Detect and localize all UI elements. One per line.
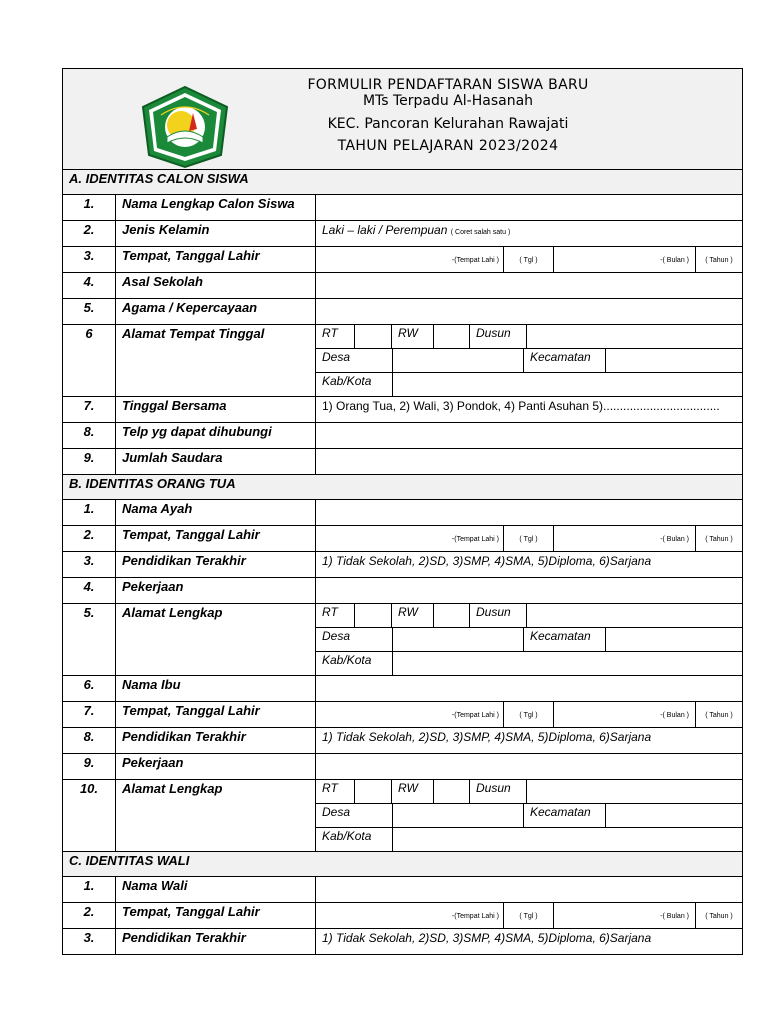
desa-input[interactable] <box>393 628 524 651</box>
birth-month-hint: -( Bulan ) <box>554 903 696 928</box>
dusun-label: Dusun <box>470 325 527 348</box>
kabkota-input[interactable] <box>393 652 742 675</box>
dusun-input[interactable] <box>527 780 742 803</box>
row-number: 5. <box>63 604 116 676</box>
kabkota-label: Kab/Kota <box>316 373 393 396</box>
phone-field[interactable] <box>316 423 743 449</box>
gender-note: ( Coret salah satu ) <box>450 229 511 236</box>
father-education-field[interactable] <box>316 552 743 578</box>
form-title: FORMULIR PENDAFTARAN SISWA BARU <box>307 77 589 93</box>
gender-field[interactable] <box>316 221 743 247</box>
row-number: 2. <box>63 903 116 929</box>
rw-input[interactable] <box>434 604 470 627</box>
row-number: 1. <box>63 877 116 903</box>
field-label: Pekerjaan <box>116 754 316 780</box>
row-number: 3. <box>63 247 116 273</box>
birthplace-hint: -(Tempat Lahi ) <box>316 903 504 928</box>
row-number: 9. <box>63 449 116 475</box>
dusun-input[interactable] <box>527 604 742 627</box>
row-number: 2. <box>63 221 116 247</box>
rt-input[interactable] <box>355 325 392 348</box>
field-label: Tempat, Tanggal Lahir <box>116 247 316 273</box>
row-number: 7. <box>63 702 116 728</box>
field-label: Telp yg dapat dihubungi <box>116 423 316 449</box>
row-number: 7. <box>63 397 116 423</box>
row-number: 3. <box>63 929 116 955</box>
birth-day-hint: ( Tgl ) <box>504 526 554 551</box>
gender-options: Laki – laki / Perempuan <box>322 223 448 237</box>
field-label: Nama Lengkap Calon Siswa <box>116 195 316 221</box>
rt-label: RT <box>316 604 355 627</box>
rt-input[interactable] <box>355 604 392 627</box>
birthplace-hint: -(Tempat Lahi ) <box>316 526 504 551</box>
previous-school-field[interactable] <box>316 273 743 299</box>
kecamatan-input[interactable] <box>606 804 742 827</box>
student-birth-field[interactable] <box>316 247 743 273</box>
row-number: 5. <box>63 299 116 325</box>
field-label: Tempat, Tanggal Lahir <box>116 526 316 552</box>
field-label: Pekerjaan <box>116 578 316 604</box>
kecamatan-label: Kecamatan <box>524 628 606 651</box>
rw-input[interactable] <box>434 325 470 348</box>
education-options: 1) Tidak Sekolah, 2)SD, 3)SMP, 4)SMA, 5)Diploma, 6)Sarjana <box>322 554 652 568</box>
birth-year-hint: ( Tahun ) <box>705 712 733 719</box>
field-label: Tinggal Bersama <box>116 397 316 423</box>
mother-job-field[interactable] <box>316 754 743 780</box>
rt-label: RT <box>316 780 355 803</box>
row-number: 10. <box>63 780 116 852</box>
parent-address-field[interactable] <box>316 604 743 676</box>
academic-year: TAHUN PELAJARAN 2023/2024 <box>337 138 559 154</box>
row-number: 4. <box>63 578 116 604</box>
guardian-name-field[interactable] <box>316 877 743 903</box>
desa-input[interactable] <box>393 804 524 827</box>
field-label: Jenis Kelamin <box>116 221 316 247</box>
dusun-label: Dusun <box>470 780 527 803</box>
section-c-heading: C. IDENTITAS WALI <box>63 852 743 877</box>
kabkota-input[interactable] <box>393 373 742 396</box>
student-address-field[interactable] <box>316 325 743 397</box>
birth-day-hint: ( Tgl ) <box>504 247 554 272</box>
field-label: Nama Ibu <box>116 676 316 702</box>
field-label: Asal Sekolah <box>116 273 316 299</box>
desa-label: Desa <box>316 804 393 827</box>
birth-year-hint: ( Tahun ) <box>705 536 733 543</box>
row-number: 6. <box>63 676 116 702</box>
birth-month-hint: -( Bulan ) <box>554 526 696 551</box>
birthplace-hint: -(Tempat Lahi ) <box>316 247 504 272</box>
school-address: KEC. Pancoran Kelurahan Rawajati <box>327 116 569 132</box>
mother-address-field[interactable] <box>316 780 743 852</box>
siblings-field[interactable] <box>316 449 743 475</box>
rt-label: RT <box>316 325 355 348</box>
field-label: Nama Wali <box>116 877 316 903</box>
mother-education-field[interactable] <box>316 728 743 754</box>
school-name: MTs Terpadu Al-Hasanah <box>362 93 534 109</box>
form-title-block <box>233 77 663 155</box>
kecamatan-label: Kecamatan <box>524 349 606 372</box>
madrasah-logo-icon <box>137 85 233 169</box>
kecamatan-input[interactable] <box>606 349 742 372</box>
field-label: Pendidikan Terakhir <box>116 552 316 578</box>
father-job-field[interactable] <box>316 578 743 604</box>
rt-input[interactable] <box>355 780 392 803</box>
field-label: Alamat Tempat Tinggal <box>116 325 316 397</box>
birth-month-hint: -( Bulan ) <box>554 702 696 727</box>
rw-label: RW <box>392 604 434 627</box>
rw-input[interactable] <box>434 780 470 803</box>
field-label: Tempat, Tanggal Lahir <box>116 903 316 929</box>
section-a-heading: A. IDENTITAS CALON SISWA <box>63 170 743 195</box>
desa-input[interactable] <box>393 349 524 372</box>
field-label: Alamat Lengkap <box>116 780 316 852</box>
rw-label: RW <box>392 780 434 803</box>
kecamatan-input[interactable] <box>606 628 742 651</box>
field-label: Tempat, Tanggal Lahir <box>116 702 316 728</box>
field-label: Jumlah Saudara <box>116 449 316 475</box>
kabkota-label: Kab/Kota <box>316 652 393 675</box>
birth-year-hint: ( Tahun ) <box>705 913 733 920</box>
section-b-heading: B. IDENTITAS ORANG TUA <box>63 475 743 500</box>
field-label: Nama Ayah <box>116 500 316 526</box>
desa-label: Desa <box>316 349 393 372</box>
row-number: 8. <box>63 423 116 449</box>
row-number: 3. <box>63 552 116 578</box>
dusun-input[interactable] <box>527 325 742 348</box>
field-label: Pendidikan Terakhir <box>116 929 316 955</box>
desa-label: Desa <box>316 628 393 651</box>
row-number: 9. <box>63 754 116 780</box>
living-with-options: 1) Orang Tua, 2) Wali, 3) Pondok, 4) Panti Asuhan 5)................................... <box>322 399 720 413</box>
kabkota-label: Kab/Kota <box>316 828 393 851</box>
education-options: 1) Tidak Sekolah, 2)SD, 3)SMP, 4)SMA, 5)Diploma, 6)Sarjana <box>322 931 652 945</box>
mother-name-field[interactable] <box>316 676 743 702</box>
dusun-label: Dusun <box>470 604 527 627</box>
birth-year-hint: ( Tahun ) <box>705 257 733 264</box>
kecamatan-label: Kecamatan <box>524 804 606 827</box>
guardian-education-field[interactable] <box>316 929 743 955</box>
form-header <box>63 69 743 170</box>
field-label: Pendidikan Terakhir <box>116 728 316 754</box>
registration-form <box>62 68 743 955</box>
religion-field[interactable] <box>316 299 743 325</box>
birth-month-hint: -( Bulan ) <box>554 247 696 272</box>
education-options: 1) Tidak Sekolah, 2)SD, 3)SMP, 4)SMA, 5)Diploma, 6)Sarjana <box>322 730 652 744</box>
row-number: 8. <box>63 728 116 754</box>
field-label: Alamat Lengkap <box>116 604 316 676</box>
birthplace-hint: -(Tempat Lahi ) <box>316 702 504 727</box>
row-number: 1. <box>63 195 116 221</box>
rw-label: RW <box>392 325 434 348</box>
father-birth-field[interactable] <box>316 526 743 552</box>
row-number: 4. <box>63 273 116 299</box>
row-number: 2. <box>63 526 116 552</box>
row-number: 6 <box>63 325 116 397</box>
mother-birth-field[interactable] <box>316 702 743 728</box>
birth-day-hint: ( Tgl ) <box>504 903 554 928</box>
kabkota-input[interactable] <box>393 828 742 851</box>
living-with-field[interactable] <box>316 397 743 423</box>
birth-day-hint: ( Tgl ) <box>504 702 554 727</box>
guardian-birth-field[interactable] <box>316 903 743 929</box>
student-name-field[interactable] <box>316 195 743 221</box>
row-number: 1. <box>63 500 116 526</box>
father-name-field[interactable] <box>316 500 743 526</box>
field-label: Agama / Kepercayaan <box>116 299 316 325</box>
